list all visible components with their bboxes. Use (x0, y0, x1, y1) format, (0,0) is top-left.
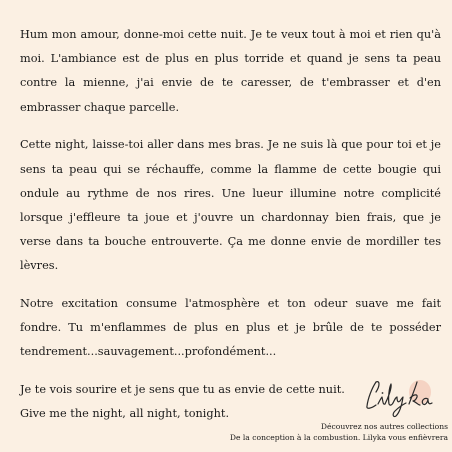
footer-tagline-text: De la conception à la combustion. Lilyka vous enfièvrera (229, 433, 448, 442)
paragraph-2: Cette night, laisse-toi aller dans mes bras. Je ne suis là que pour toi et je sens ta peau qui se réchauffe, comme la flamme de cette bougie qui ondule au rythme de nos rires. Une lueur illumine notre complicité lorsque j'effleure ta joue et j'ouvre un chardonnay bien frais, que je verse dans ta bouche entrouverte. Ça me donne envie de mordiller tes lèvres. (20, 138, 441, 273)
signature-logo (362, 374, 442, 420)
closing-line-1: Je te vois sourire et je sens que tu as envie de cette nuit. (20, 383, 345, 397)
closing-line-2: Give me the night, all night, tonight. (20, 407, 230, 421)
poem-text (20, 23, 441, 427)
footer-note (230, 421, 448, 443)
footer-collections-text: Découvrez nos autres collections (320, 422, 448, 431)
paragraph-1: Hum mon amour, donne-moi cette nuit. Je te veux tout à moi et rien qu'à moi. L'ambiance est de plus en plus torride et quand je sens ta peau contre la mienne, j'ai envie de te caresser, de t'embrasser et d'en embrasser chaque parcelle. (20, 28, 441, 114)
logo-i-dot (382, 392, 384, 394)
paragraph-3: Notre excitation consume l'atmosphère et ton odeur suave me fait fondre. Tu m'enflammes de plus en plus et je brûle de te posséder tendrement...sauvagement...profondément... (20, 297, 441, 359)
